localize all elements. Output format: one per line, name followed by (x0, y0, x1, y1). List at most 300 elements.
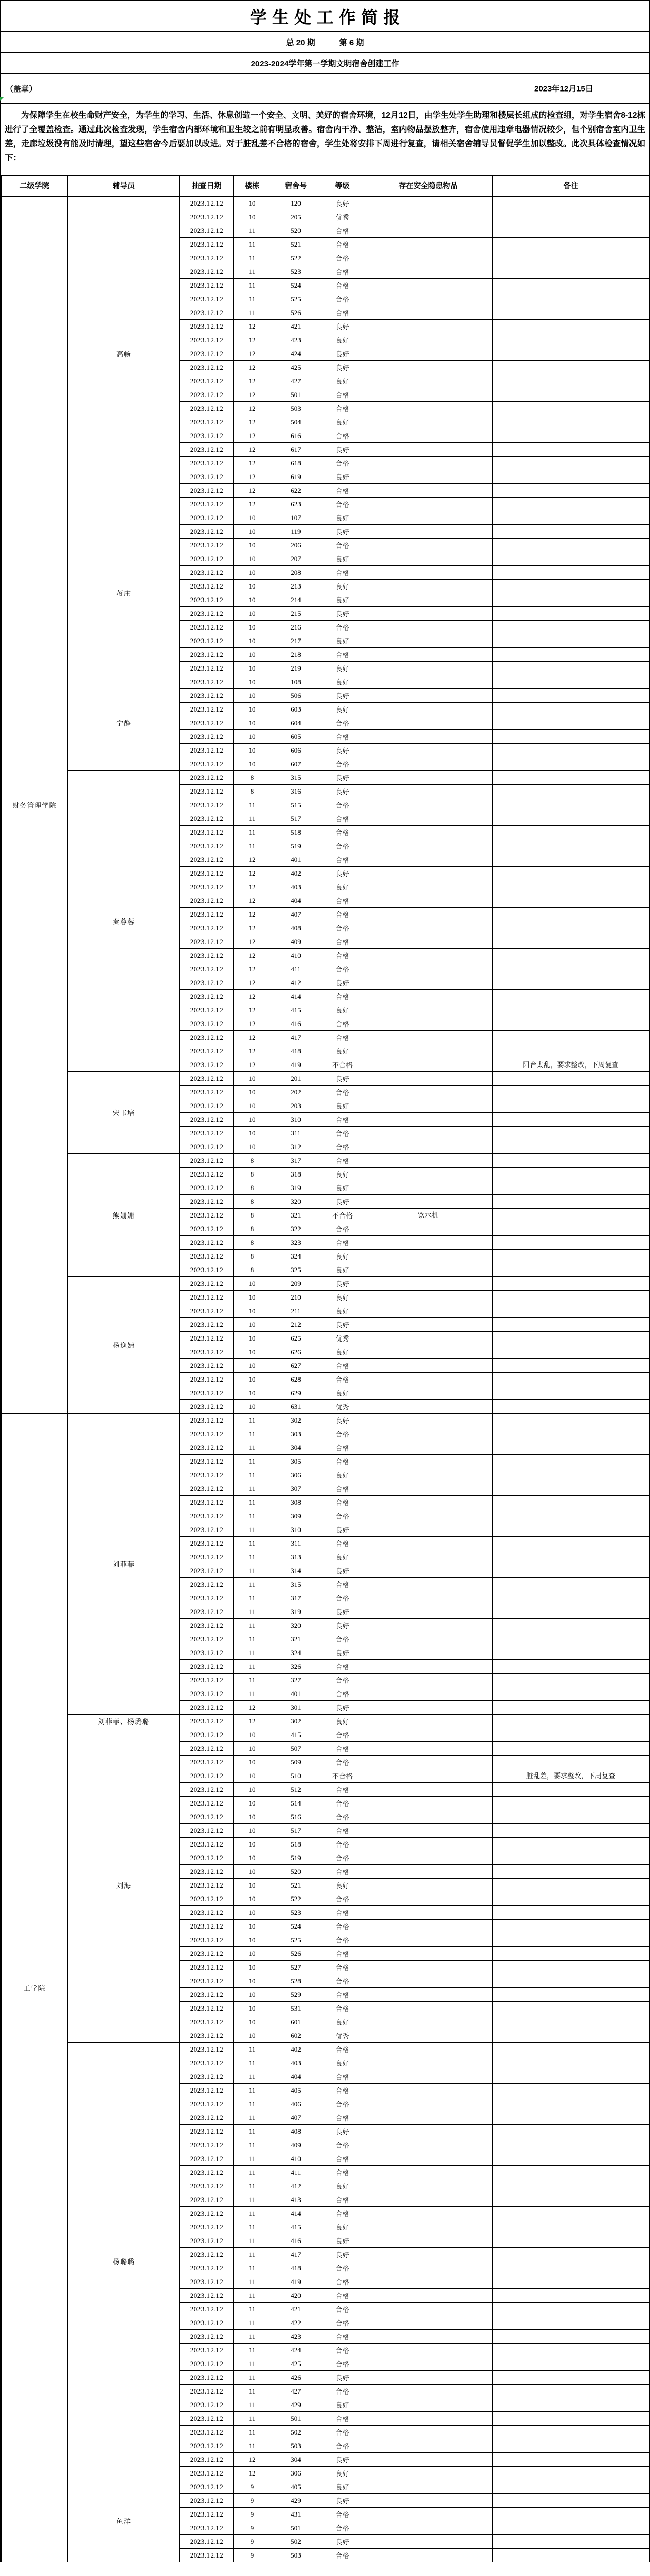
grade-cell: 良好 (321, 2125, 364, 2138)
room-cell: 119 (271, 525, 321, 539)
building-cell: 10 (234, 1113, 271, 1127)
building-cell: 11 (234, 1578, 271, 1591)
room-cell: 502 (271, 2426, 321, 2439)
grade-cell: 良好 (321, 976, 364, 990)
building-cell: 11 (234, 2371, 271, 2385)
grade-cell: 合格 (321, 1947, 364, 1961)
room-cell: 431 (271, 2508, 321, 2521)
remark-cell (493, 2138, 649, 2152)
date-cell: 2023.12.12 (180, 1605, 234, 1619)
grade-cell: 良好 (321, 1386, 364, 1400)
building-cell: 12 (234, 962, 271, 976)
hazard-cell (364, 1605, 493, 1619)
room-cell: 303 (271, 1427, 321, 1441)
room-cell: 321 (271, 1632, 321, 1646)
remark-cell (493, 1687, 649, 1701)
date-cell: 2023.12.12 (180, 2494, 234, 2508)
grade-cell: 合格 (321, 990, 364, 1003)
room-cell: 304 (271, 1441, 321, 1455)
hazard-cell (364, 812, 493, 826)
building-cell: 10 (234, 1345, 271, 1359)
remark-cell (493, 1304, 649, 1318)
building-cell: 12 (234, 484, 271, 498)
date-cell: 2023.12.12 (180, 265, 234, 279)
hazard-cell (364, 2125, 493, 2138)
building-cell: 12 (234, 457, 271, 470)
grade-cell: 良好 (321, 2494, 364, 2508)
remark-cell (493, 1072, 649, 1086)
building-cell: 11 (234, 1414, 271, 1427)
hazard-cell (364, 634, 493, 648)
building-cell: 12 (234, 880, 271, 894)
date-cell: 2023.12.12 (180, 1715, 234, 1728)
grade-cell: 良好 (321, 1619, 364, 1632)
remark-cell (493, 812, 649, 826)
hazard-cell (364, 1961, 493, 1974)
hazard-cell (364, 1797, 493, 1810)
building-cell: 11 (234, 1537, 271, 1550)
room-cell: 416 (271, 1017, 321, 1031)
building-cell: 11 (234, 2207, 271, 2220)
building-cell: 12 (234, 443, 271, 457)
date-cell: 2023.12.12 (180, 1646, 234, 1660)
remark-cell (493, 2508, 649, 2521)
grade-cell: 良好 (321, 2535, 364, 2549)
remark-cell (493, 238, 649, 251)
grade-cell: 合格 (321, 2357, 364, 2371)
remark-cell (493, 1838, 649, 1851)
remark-cell (493, 566, 649, 580)
counselor-cell: 秦蓉蓉 (68, 771, 180, 1072)
remark-cell (493, 935, 649, 949)
hazard-cell (364, 1181, 493, 1195)
building-cell: 11 (234, 2275, 271, 2289)
grade-cell: 优秀 (321, 1400, 364, 1414)
hazard-cell (364, 333, 493, 347)
date-cell: 2023.12.12 (180, 1988, 234, 2002)
building-cell: 11 (234, 2412, 271, 2426)
remark-cell (493, 2193, 649, 2207)
room-cell: 317 (271, 1591, 321, 1605)
hazard-cell (364, 306, 493, 320)
building-cell: 10 (234, 196, 271, 210)
remark-cell (493, 1578, 649, 1591)
room-cell: 628 (271, 1373, 321, 1386)
hazard-cell (364, 1742, 493, 1756)
grade-cell: 良好 (321, 361, 364, 374)
grade-cell: 良好 (321, 1003, 364, 1017)
building-cell: 11 (234, 1509, 271, 1523)
hazard-cell (364, 2412, 493, 2426)
room-cell: 324 (271, 1250, 321, 1263)
date-cell: 2023.12.12 (180, 976, 234, 990)
grade-cell: 合格 (321, 1482, 364, 1496)
building-cell: 10 (234, 2029, 271, 2043)
remark-cell (493, 2521, 649, 2535)
date-cell: 2023.12.12 (180, 1851, 234, 1865)
date-cell: 2023.12.12 (180, 730, 234, 744)
room-cell: 405 (271, 2084, 321, 2097)
counselor-cell: 蒋庄 (68, 511, 180, 675)
hazard-cell (364, 1933, 493, 1947)
grade-cell: 合格 (321, 2111, 364, 2125)
date-cell: 2023.12.12 (180, 2330, 234, 2344)
building-cell: 10 (234, 1988, 271, 2002)
building-cell: 10 (234, 539, 271, 552)
hazard-cell (364, 1359, 493, 1373)
room-cell: 409 (271, 935, 321, 949)
remark-cell (493, 388, 649, 402)
remark-cell (493, 1646, 649, 1660)
grade-cell: 合格 (321, 716, 364, 730)
date-cell: 2023.12.12 (180, 2549, 234, 2562)
building-cell: 12 (234, 990, 271, 1003)
remark-cell (493, 1263, 649, 1277)
date-cell: 2023.12.12 (180, 593, 234, 607)
remark-cell (493, 2056, 649, 2070)
grade-cell: 良好 (321, 607, 364, 621)
grade-cell: 合格 (321, 2097, 364, 2111)
date-cell: 2023.12.12 (180, 511, 234, 525)
building-cell: 12 (234, 976, 271, 990)
grade-cell: 合格 (321, 2207, 364, 2220)
remark-cell (493, 1291, 649, 1304)
remark-cell (493, 2179, 649, 2193)
date-cell: 2023.12.12 (180, 2138, 234, 2152)
remark-cell (493, 2480, 649, 2494)
date-cell: 2023.12.12 (180, 921, 234, 935)
room-cell: 408 (271, 921, 321, 935)
remark-cell (493, 1674, 649, 1687)
room-cell: 421 (271, 2303, 321, 2316)
date-cell: 2023.12.12 (180, 1386, 234, 1400)
room-cell: 311 (271, 1537, 321, 1550)
building-cell: 12 (234, 320, 271, 333)
remark-cell (493, 1168, 649, 1181)
room-cell: 418 (271, 2261, 321, 2275)
remark-cell (493, 621, 649, 634)
grade-cell: 合格 (321, 730, 364, 744)
grade-cell: 合格 (321, 1674, 364, 1687)
date-cell: 2023.12.12 (180, 1222, 234, 1236)
remark-cell (493, 1031, 649, 1044)
room-cell: 307 (271, 1482, 321, 1496)
building-cell: 10 (234, 566, 271, 580)
building-cell: 10 (234, 607, 271, 621)
hazard-cell (364, 566, 493, 580)
date-cell: 2023.12.12 (180, 2002, 234, 2015)
counselor-cell: 刘菲菲 (68, 1414, 180, 1715)
hazard-cell (364, 908, 493, 921)
room-cell: 323 (271, 1236, 321, 1250)
hazard-cell (364, 1113, 493, 1127)
hazard-cell (364, 1715, 493, 1728)
room-cell: 402 (271, 2043, 321, 2056)
building-cell: 11 (234, 1468, 271, 1482)
building-cell: 11 (234, 2439, 271, 2453)
room-cell: 203 (271, 1099, 321, 1113)
col-header-grade: 等级 (321, 176, 364, 197)
remark-cell (493, 2152, 649, 2166)
remark-cell (493, 1756, 649, 1769)
room-cell: 625 (271, 1332, 321, 1345)
date-cell: 2023.12.12 (180, 1578, 234, 1591)
date-cell: 2023.12.12 (180, 1140, 234, 1154)
hazard-cell (364, 388, 493, 402)
grade-cell: 良好 (321, 1263, 364, 1277)
hazard-cell (364, 2070, 493, 2084)
building-cell: 9 (234, 2521, 271, 2535)
room-cell: 515 (271, 798, 321, 812)
remark-cell (493, 2316, 649, 2330)
date-cell: 2023.12.12 (180, 1756, 234, 1769)
date-cell: 2023.12.12 (180, 2056, 234, 2070)
grade-cell: 合格 (321, 292, 364, 306)
remark-cell (493, 1277, 649, 1291)
hazard-cell (364, 2439, 493, 2453)
grade-cell: 合格 (321, 251, 364, 265)
hazard-cell (364, 1222, 493, 1236)
grade-cell: 良好 (321, 2248, 364, 2261)
hazard-cell (364, 361, 493, 374)
inspection-table-body (2, 196, 649, 2562)
hazard-cell (364, 374, 493, 388)
building-cell: 11 (234, 2234, 271, 2248)
grade-cell: 良好 (321, 1879, 364, 1892)
grade-cell: 合格 (321, 2426, 364, 2439)
col-header-building: 楼栋 (234, 176, 271, 197)
hazard-cell (364, 2508, 493, 2521)
room-cell: 627 (271, 1359, 321, 1373)
date-cell: 2023.12.12 (180, 880, 234, 894)
building-cell: 12 (234, 374, 271, 388)
building-cell: 11 (234, 2398, 271, 2412)
room-cell: 419 (271, 1058, 321, 1072)
grade-cell: 合格 (321, 2138, 364, 2152)
date-cell: 2023.12.12 (180, 607, 234, 621)
table-row (2, 1072, 649, 1086)
date-cell: 2023.12.12 (180, 2029, 234, 2043)
date-cell: 2023.12.12 (180, 566, 234, 580)
date-cell: 2023.12.12 (180, 2480, 234, 2494)
room-cell: 209 (271, 1277, 321, 1291)
building-cell: 10 (234, 757, 271, 771)
remark-cell (493, 333, 649, 347)
grade-cell: 合格 (321, 2193, 364, 2207)
room-cell: 326 (271, 1660, 321, 1674)
hazard-cell (364, 402, 493, 415)
grade-cell: 良好 (321, 785, 364, 798)
table-row (2, 511, 649, 525)
date-cell: 2023.12.12 (180, 1277, 234, 1291)
date-cell: 2023.12.12 (180, 1564, 234, 1578)
grade-cell: 良好 (321, 1277, 364, 1291)
grade-cell: 良好 (321, 2015, 364, 2029)
room-cell: 421 (271, 320, 321, 333)
date-cell: 2023.12.12 (180, 2521, 234, 2535)
grade-cell: 合格 (321, 457, 364, 470)
building-cell: 11 (234, 238, 271, 251)
table-row (2, 1154, 649, 1168)
hazard-cell (364, 1345, 493, 1359)
building-cell: 10 (234, 1742, 271, 1756)
building-cell: 11 (234, 798, 271, 812)
date-cell: 2023.12.12 (180, 279, 234, 292)
building-cell: 11 (234, 826, 271, 839)
building-cell: 11 (234, 2344, 271, 2357)
remark-cell (493, 1988, 649, 2002)
room-cell: 208 (271, 566, 321, 580)
hazard-cell (364, 1687, 493, 1701)
date-cell: 2023.12.12 (180, 962, 234, 976)
room-cell: 526 (271, 306, 321, 320)
hazard-cell (364, 238, 493, 251)
date-cell: 2023.12.12 (180, 1441, 234, 1455)
grade-cell: 良好 (321, 511, 364, 525)
hazard-cell (364, 757, 493, 771)
room-cell: 404 (271, 2070, 321, 2084)
grade-cell: 合格 (321, 1113, 364, 1127)
building-cell: 10 (234, 1947, 271, 1961)
date-cell: 2023.12.12 (180, 1619, 234, 1632)
date-cell: 2023.12.12 (180, 2234, 234, 2248)
building-cell: 11 (234, 2179, 271, 2193)
date-cell: 2023.12.12 (180, 1482, 234, 1496)
grade-cell: 合格 (321, 1496, 364, 1509)
room-cell: 309 (271, 1509, 321, 1523)
room-cell: 626 (271, 1345, 321, 1359)
counselor-cell: 杨璐璐 (68, 2043, 180, 2480)
grade-cell: 合格 (321, 1756, 364, 1769)
building-cell: 8 (234, 1222, 271, 1236)
room-cell: 519 (271, 1851, 321, 1865)
hazard-cell (364, 1537, 493, 1550)
hazard-cell (364, 2084, 493, 2097)
room-cell: 523 (271, 265, 321, 279)
date-cell: 2023.12.12 (180, 347, 234, 361)
remark-cell (493, 265, 649, 279)
hazard-cell (364, 2316, 493, 2330)
date-cell: 2023.12.12 (180, 1701, 234, 1715)
date-cell: 2023.12.12 (180, 2508, 234, 2521)
remark-cell (493, 2357, 649, 2371)
grade-cell: 合格 (321, 2303, 364, 2316)
building-cell: 10 (234, 1386, 271, 1400)
hazard-cell (364, 1318, 493, 1332)
grade-cell: 合格 (321, 2508, 364, 2521)
hazard-cell (364, 1674, 493, 1687)
hazard-cell (364, 744, 493, 757)
remark-cell (493, 2412, 649, 2426)
date-cell: 2023.12.12 (180, 935, 234, 949)
building-cell: 10 (234, 1892, 271, 1906)
remark-cell (493, 1044, 649, 1058)
grade-cell: 良好 (321, 1291, 364, 1304)
building-cell: 10 (234, 1920, 271, 1933)
room-cell: 507 (271, 1742, 321, 1756)
grade-cell: 良好 (321, 1701, 364, 1715)
date-cell: 2023.12.12 (180, 2043, 234, 2056)
grade-cell: 合格 (321, 1660, 364, 1674)
grade-cell: 优秀 (321, 2029, 364, 2043)
remark-cell (493, 1865, 649, 1879)
hazard-cell (364, 1947, 493, 1961)
hazard-cell (364, 1427, 493, 1441)
grade-cell: 良好 (321, 744, 364, 757)
date-cell: 2023.12.12 (180, 1099, 234, 1113)
table-row (2, 196, 649, 210)
remark-cell (493, 498, 649, 511)
grade-cell: 良好 (321, 1468, 364, 1482)
building-cell: 11 (234, 2056, 271, 2070)
col-header-room: 宿舍号 (271, 176, 321, 197)
grade-cell: 良好 (321, 675, 364, 689)
building-cell: 10 (234, 689, 271, 703)
hazard-cell (364, 949, 493, 962)
date-cell: 2023.12.12 (180, 2220, 234, 2234)
building-cell: 10 (234, 648, 271, 662)
building-cell: 11 (234, 2357, 271, 2371)
date-cell: 2023.12.12 (180, 1113, 234, 1127)
grade-cell: 合格 (321, 1783, 364, 1797)
remark-cell (493, 279, 649, 292)
remark-cell (493, 347, 649, 361)
room-cell: 629 (271, 1386, 321, 1400)
remark-cell (493, 839, 649, 853)
remark-cell (493, 1250, 649, 1263)
remark-cell (493, 1892, 649, 1906)
grade-cell: 合格 (321, 1742, 364, 1756)
room-cell: 524 (271, 1920, 321, 1933)
remark-cell (493, 2248, 649, 2261)
grade-cell: 合格 (321, 826, 364, 839)
hazard-cell (364, 457, 493, 470)
building-cell: 10 (234, 1838, 271, 1851)
building-cell: 9 (234, 2480, 271, 2494)
grade-cell: 良好 (321, 1414, 364, 1427)
grade-cell: 良好 (321, 196, 364, 210)
building-cell: 9 (234, 2549, 271, 2562)
hazard-cell (364, 498, 493, 511)
hazard-cell (364, 2344, 493, 2357)
issue-total-label: 总 20 期 (286, 38, 315, 47)
date-cell: 2023.12.12 (180, 2275, 234, 2289)
hazard-cell (364, 1660, 493, 1674)
date-cell: 2023.12.12 (180, 1769, 234, 1783)
date-cell: 2023.12.12 (180, 826, 234, 839)
hazard-cell (364, 2248, 493, 2261)
hazard-cell (364, 580, 493, 593)
building-cell: 12 (234, 1701, 271, 1715)
remark-cell (493, 2453, 649, 2467)
grade-cell: 良好 (321, 2480, 364, 2494)
remark-cell (493, 415, 649, 429)
hazard-cell (364, 1769, 493, 1783)
date-cell: 2023.12.12 (180, 224, 234, 238)
date-cell: 2023.12.12 (180, 2453, 234, 2467)
hazard-cell (364, 1441, 493, 1455)
date-cell: 2023.12.12 (180, 716, 234, 730)
hazard-cell (364, 716, 493, 730)
grade-cell: 良好 (321, 771, 364, 785)
room-cell: 308 (271, 1496, 321, 1509)
remark-cell (493, 2084, 649, 2097)
room-cell: 412 (271, 976, 321, 990)
counselor-cell: 高畅 (68, 196, 180, 511)
grade-cell: 合格 (321, 238, 364, 251)
hazard-cell (364, 1031, 493, 1044)
room-cell: 210 (271, 1291, 321, 1304)
